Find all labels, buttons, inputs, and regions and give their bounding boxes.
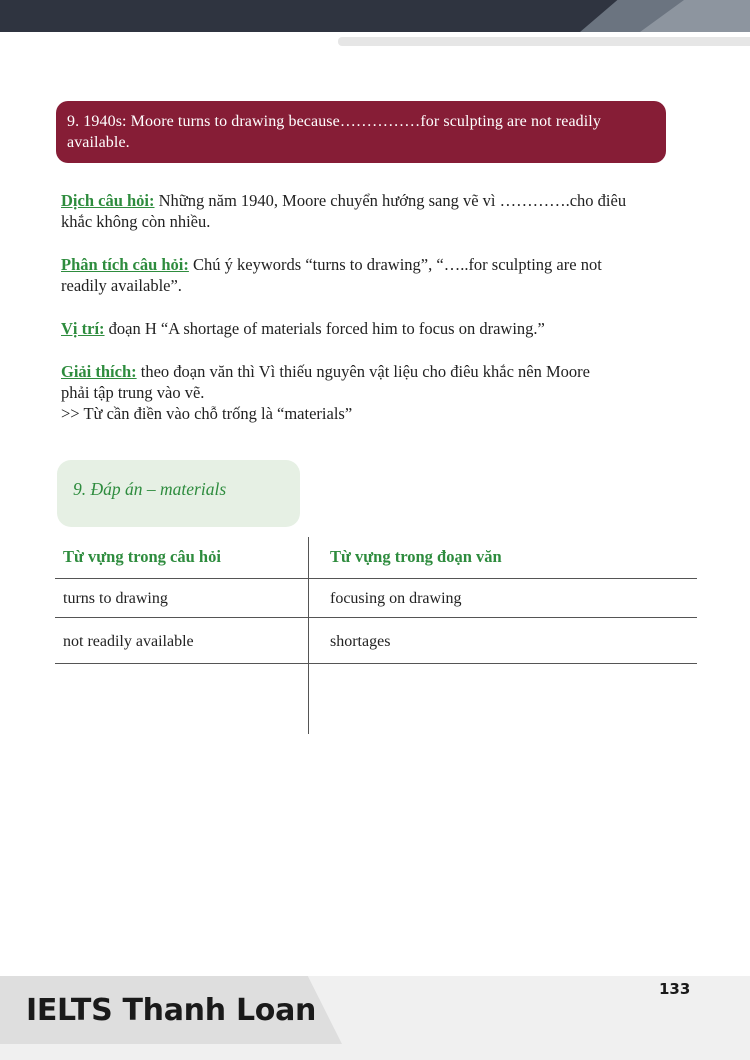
table-column-divider <box>308 537 309 734</box>
table-cell: not readily available <box>63 633 194 650</box>
location-text: đoạn H “A shortage of materials forced him to focus on drawing.” <box>104 319 545 338</box>
table-divider <box>55 617 697 618</box>
translation-section <box>61 190 686 232</box>
table-cell: shortages <box>330 633 391 650</box>
translation-text-line2: khắc không còn nhiều. <box>61 212 211 231</box>
question-text: 9. 1940s: Moore turns to drawing because……………for sculpting are not readily available. <box>67 113 601 151</box>
analysis-section <box>61 254 686 296</box>
table-cell: turns to drawing <box>63 590 168 607</box>
analysis-text-line1: Chú ý keywords “turns to drawing”, “…..for sculpting are not <box>188 255 602 274</box>
table-divider <box>55 578 697 579</box>
question-box <box>56 101 666 163</box>
explanation-text-line2: phải tập trung vào vẽ. <box>61 383 205 402</box>
translation-text-line1: Những năm 1940, Moore chuyển hướng sang vẽ vì ………….cho điêu <box>154 191 627 210</box>
header-underline <box>338 37 750 46</box>
table-header-passage: Từ vựng trong đoạn văn <box>330 547 502 566</box>
answer-text: 9. Đáp án – materials <box>73 479 227 499</box>
explanation-text-line3: >> Từ cần điền vào chỗ trống là “materials” <box>61 404 353 423</box>
analysis-text-line2: readily available”. <box>61 276 182 295</box>
location-section <box>61 318 686 339</box>
table-cell: focusing on drawing <box>330 590 462 607</box>
explanation-text-line1: theo đoạn văn thì Vì thiếu nguyên vật liệu cho điêu khắc nên Moore <box>136 362 590 381</box>
analysis-label: Phân tích câu hỏi: <box>61 255 189 274</box>
table-divider <box>55 663 697 664</box>
translation-label: Dịch câu hỏi: <box>61 191 155 210</box>
page-number: 133 <box>659 980 691 998</box>
table-header-question: Từ vựng trong câu hỏi <box>63 547 221 566</box>
answer-box <box>57 460 300 527</box>
location-label: Vị trí: <box>61 319 105 338</box>
brand-name: IELTS Thanh Loan <box>26 993 317 1028</box>
explanation-section <box>61 361 686 424</box>
explanation-label: Giải thích: <box>61 362 137 381</box>
